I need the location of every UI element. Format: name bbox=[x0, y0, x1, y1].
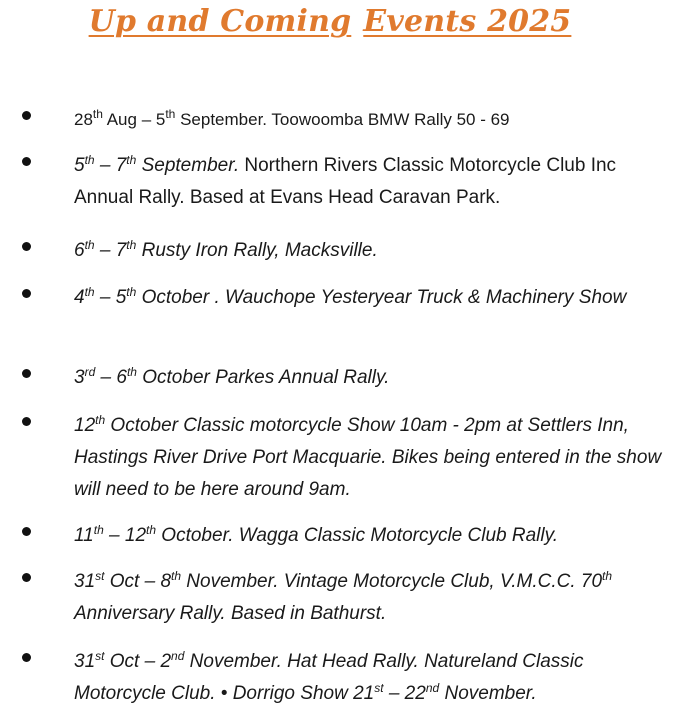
event-text: 5th – 7th September. Northern Rivers Classic Motorcycle Club Inc Annual Rally. Based at Evans Head Caravan Park. bbox=[74, 153, 617, 208]
bullet-icon bbox=[22, 111, 31, 120]
bullet-icon bbox=[22, 527, 31, 536]
event-text: 6th – 7th Rusty Iron Rally, Macksville. bbox=[74, 238, 378, 261]
bullet-icon bbox=[22, 417, 31, 426]
bullet-icon bbox=[22, 653, 31, 662]
event-text: 28th Aug – 5th September. Toowoomba BMW Rally 50 - 69 bbox=[74, 107, 510, 129]
page-title bbox=[0, 4, 660, 39]
bullet-icon bbox=[22, 242, 31, 251]
bullet-icon bbox=[22, 573, 31, 582]
event-text: 4th – 5th October . Wauchope Yesteryear Truck & Machinery Show bbox=[74, 285, 627, 308]
event-text: 12th October Classic motorcycle Show 10am - 2pm at Settlers Inn, Hastings River Drive Port Macquarie. Bikes being entered in the show will need to be here around 9am. bbox=[74, 413, 662, 500]
bullet-icon bbox=[22, 157, 31, 166]
event-text: 31st Oct – 8th November. Vintage Motorcycle Club, V.M.C.C. 70th Anniversary Rally. Based in Bathurst. bbox=[74, 569, 613, 624]
event-text: 11th – 12th October. Wagga Classic Motorcycle Club Rally. bbox=[74, 523, 558, 546]
event-text: 31st Oct – 2nd November. Hat Head Rally. Natureland Classic Motorcycle Club. • Dorrigo Show 21st – 22nd November. bbox=[74, 649, 584, 704]
title-part-1: Up and Coming bbox=[88, 4, 352, 39]
bullet-icon bbox=[22, 289, 31, 298]
title-part-2: Events 2025 bbox=[363, 4, 572, 39]
event-text: 3rd – 6th October Parkes Annual Rally. bbox=[74, 365, 390, 388]
bullet-icon bbox=[22, 369, 31, 378]
